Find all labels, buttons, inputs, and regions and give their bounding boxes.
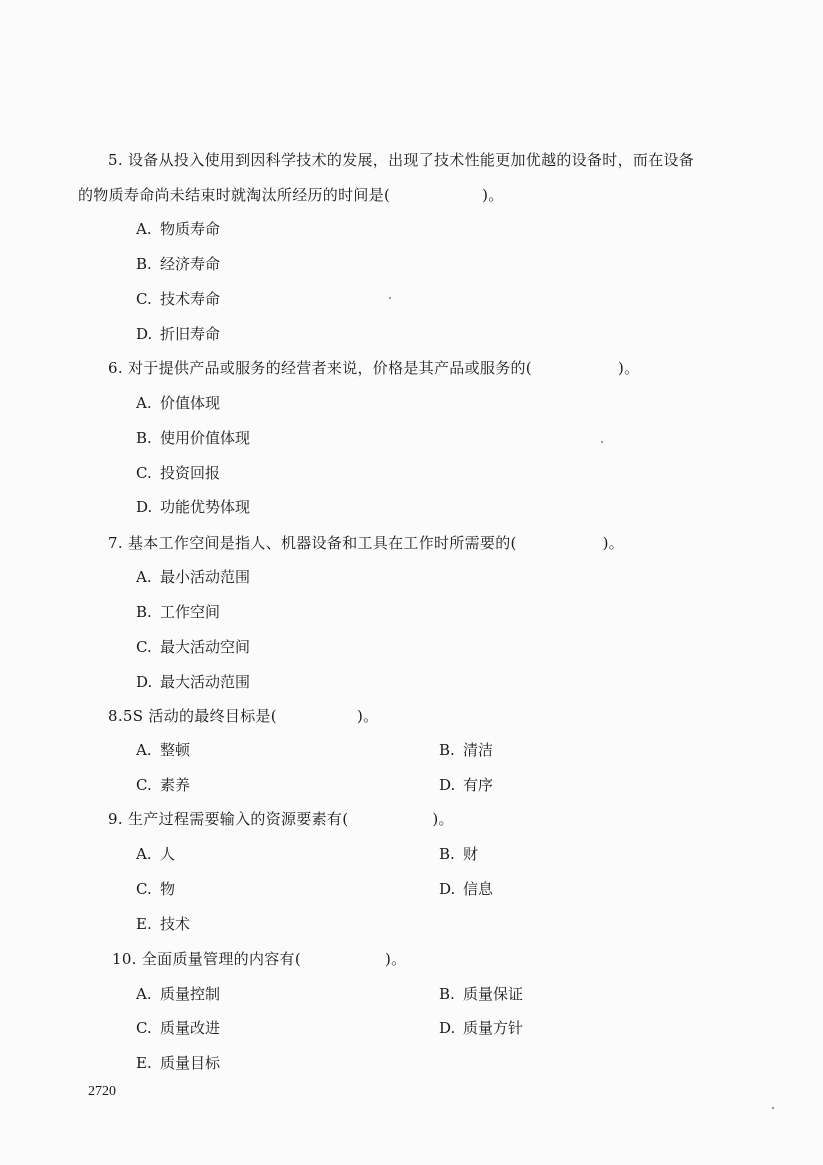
option-text: 价值体现 xyxy=(160,394,221,412)
question-8-stem xyxy=(108,706,378,726)
option-text: 物质寿命 xyxy=(160,220,221,238)
option-key: C. xyxy=(136,776,152,794)
option-item xyxy=(136,740,190,760)
question-number: 5. xyxy=(108,151,123,169)
option-item xyxy=(136,984,220,1004)
option-item xyxy=(136,567,250,587)
scan-speck xyxy=(389,297,391,299)
option-text: 质量保证 xyxy=(463,985,524,1003)
option-text: 经济寿命 xyxy=(160,255,221,273)
option-item xyxy=(136,289,220,309)
option-text: 最小活动范围 xyxy=(160,568,251,586)
option-text: 有序 xyxy=(463,776,494,794)
option-text: 物 xyxy=(160,880,176,898)
question-stem-close: )。 xyxy=(602,534,625,552)
option-text: 技术 xyxy=(160,915,191,933)
option-text: 整顿 xyxy=(160,741,191,759)
scan-speck xyxy=(772,1107,774,1109)
option-key: A. xyxy=(136,568,152,586)
option-text: 投资回报 xyxy=(160,464,221,482)
option-item xyxy=(439,879,493,899)
question-stem-text: 5S 活动的最终目标是( xyxy=(122,707,277,725)
option-item xyxy=(136,428,250,448)
option-text: 信息 xyxy=(463,880,494,898)
option-text: 质量方针 xyxy=(463,1019,524,1037)
option-key: C. xyxy=(136,1019,152,1037)
option-key: A. xyxy=(136,985,152,1003)
option-item xyxy=(439,844,478,864)
option-key: A. xyxy=(136,220,152,238)
option-key: D. xyxy=(136,325,153,343)
option-text: 人 xyxy=(160,845,176,863)
option-key: E. xyxy=(136,915,152,933)
option-item xyxy=(136,775,190,795)
question-number: 7. xyxy=(108,534,123,552)
option-key: B. xyxy=(439,845,455,863)
question-stem-close: )。 xyxy=(356,707,379,725)
option-text: 质量控制 xyxy=(160,985,221,1003)
option-item xyxy=(136,672,250,692)
option-key: B. xyxy=(136,603,152,621)
option-item xyxy=(136,219,220,239)
option-text: 质量目标 xyxy=(160,1054,221,1072)
option-text: 清洁 xyxy=(463,741,494,759)
option-key: B. xyxy=(136,429,152,447)
option-item xyxy=(439,1018,523,1038)
option-text: 工作空间 xyxy=(160,603,221,621)
option-key: D. xyxy=(439,1019,456,1037)
question-stem-close: )。 xyxy=(385,950,407,968)
option-item xyxy=(136,393,220,413)
question-stem-text: 设备从投入使用到因科学技术的发展，出现了技术性能更加优越的设备时，而在设备 xyxy=(128,151,695,169)
option-text: 技术寿命 xyxy=(160,290,221,308)
option-key: E. xyxy=(136,1054,152,1072)
option-item xyxy=(136,879,175,899)
question-stem-close: )。 xyxy=(432,810,454,828)
question-7-stem xyxy=(108,533,624,553)
question-number: 10. xyxy=(112,950,137,968)
option-item xyxy=(136,602,220,622)
option-text: 折旧寿命 xyxy=(160,325,221,343)
option-key: D. xyxy=(439,776,456,794)
question-stem-text: 对于提供产品或服务的经营者来说，价格是其产品或服务的( xyxy=(128,359,532,377)
option-item xyxy=(439,984,523,1004)
option-text: 功能优势体现 xyxy=(160,498,251,516)
option-text: 最大活动空间 xyxy=(160,638,251,656)
question-6-stem xyxy=(108,358,639,378)
option-key: D. xyxy=(439,880,456,898)
option-item xyxy=(136,1053,220,1073)
option-key: A. xyxy=(136,394,152,412)
question-5-stem-line2 xyxy=(78,185,504,205)
option-item xyxy=(136,463,220,483)
option-item xyxy=(136,1018,220,1038)
question-number: 9. xyxy=(108,810,123,828)
option-text: 最大活动范围 xyxy=(160,673,251,691)
question-9-stem xyxy=(108,809,454,829)
option-text: 素养 xyxy=(160,776,191,794)
question-5-stem-line1 xyxy=(108,150,694,170)
option-key: A. xyxy=(136,741,152,759)
option-item xyxy=(439,775,493,795)
scan-speck xyxy=(601,441,603,443)
option-key: B. xyxy=(439,741,455,759)
option-text: 质量改进 xyxy=(160,1019,221,1037)
option-item xyxy=(136,637,250,657)
option-key: C. xyxy=(136,880,152,898)
option-item xyxy=(136,914,190,934)
question-number: 8. xyxy=(108,707,123,725)
page-number: 2720 xyxy=(88,1084,116,1099)
question-stem-text: 全面质量管理的内容有( xyxy=(141,950,301,968)
option-item xyxy=(439,740,493,760)
option-key: B. xyxy=(439,985,455,1003)
option-key: C. xyxy=(136,638,152,656)
option-text: 财 xyxy=(463,845,479,863)
question-stem-text: 的物质寿命尚未结束时就淘汰所经历的时间是( xyxy=(78,186,391,204)
option-key: D. xyxy=(136,498,153,516)
question-10-stem xyxy=(112,949,406,969)
question-number: 6. xyxy=(108,359,123,377)
option-key: C. xyxy=(136,290,152,308)
question-stem-text: 基本工作空间是指人、机器设备和工具在工作时所需要的( xyxy=(128,534,517,552)
option-item xyxy=(136,324,220,344)
option-key: D. xyxy=(136,673,153,691)
option-key: A. xyxy=(136,845,152,863)
option-key: C. xyxy=(136,464,152,482)
option-item xyxy=(136,844,175,864)
option-item xyxy=(136,254,220,274)
question-stem-close: )。 xyxy=(482,186,504,204)
question-stem-close: )。 xyxy=(617,359,640,377)
option-key: B. xyxy=(136,255,152,273)
question-stem-text: 生产过程需要输入的资源要素有( xyxy=(128,810,349,828)
option-item xyxy=(136,497,250,517)
option-text: 使用价值体现 xyxy=(160,429,251,447)
